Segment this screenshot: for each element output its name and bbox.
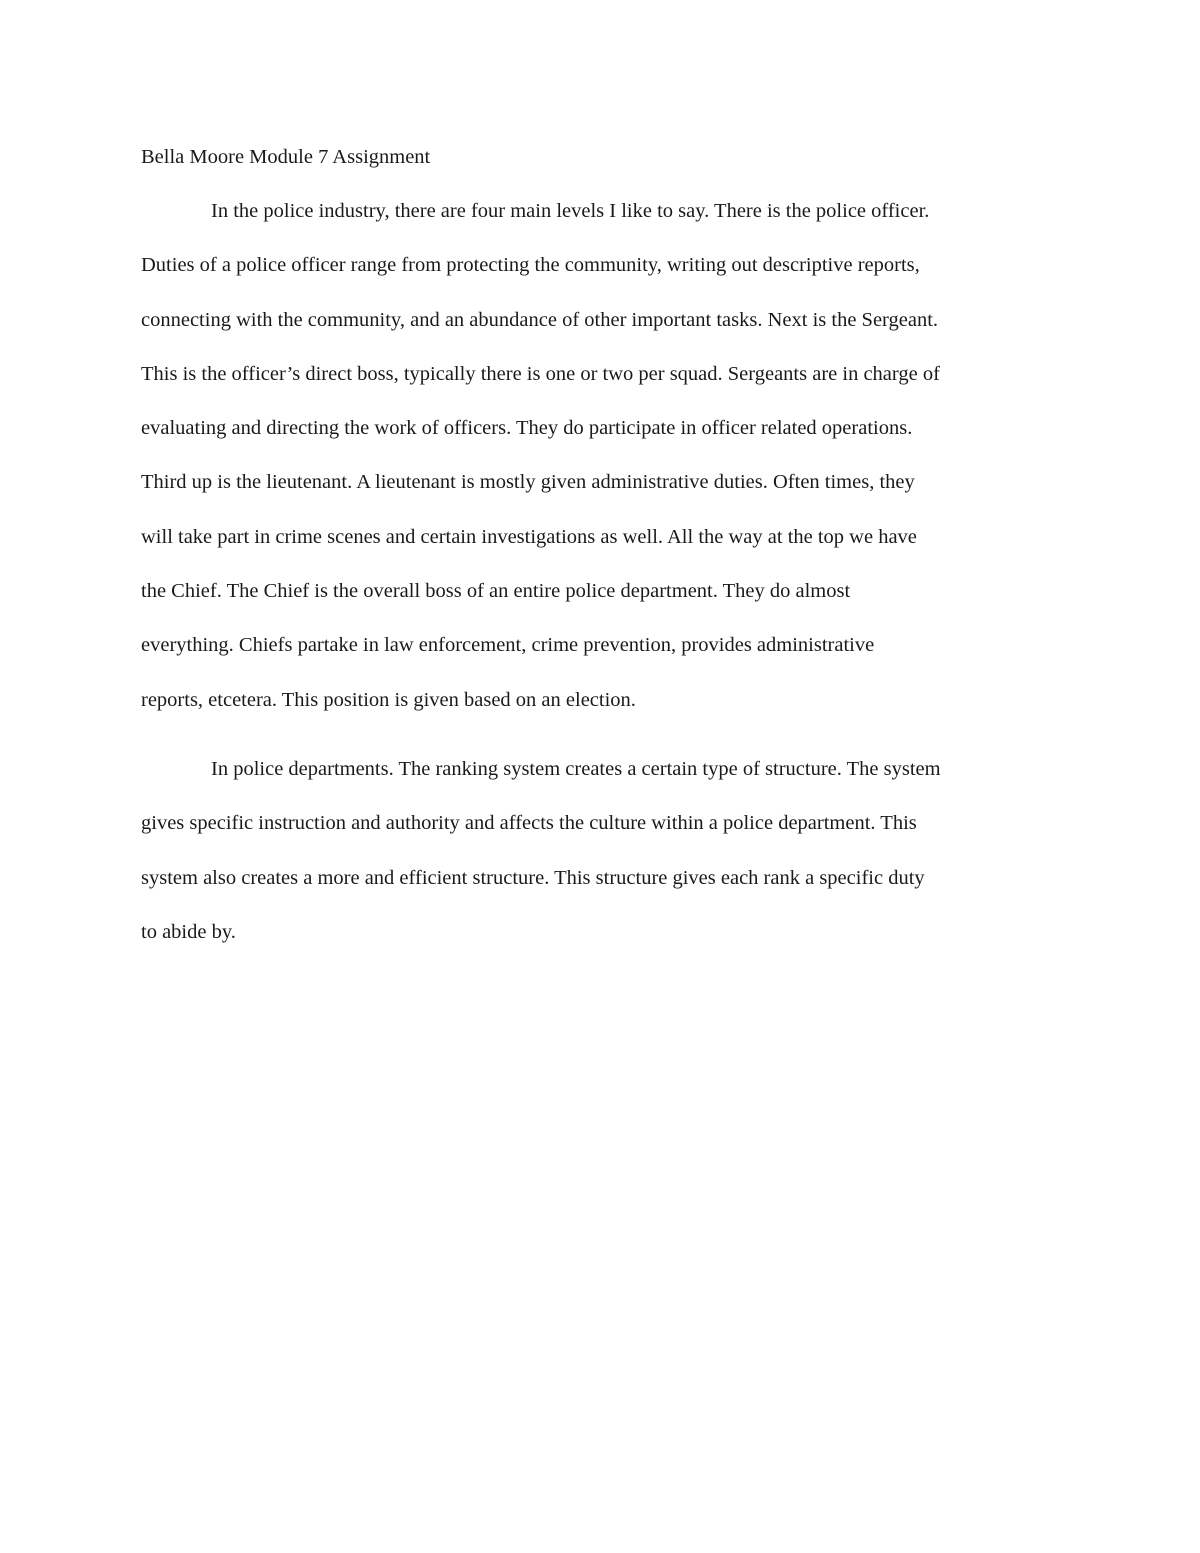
document-body: [141, 138, 1066, 959]
paragraph-1: [141, 184, 1066, 727]
text-line: will take part in crime scenes and certain investigations as well. All the way at the top we have: [141, 525, 917, 548]
text-line: Third up is the lieutenant. A lieutenant is mostly given administrative duties. Often times, they: [141, 471, 915, 494]
text-line: Duties of a police officer range from protecting the community, writing out descriptive reports,: [141, 254, 920, 277]
document-title: Bella Moore Module 7 Assignment: [141, 146, 431, 168]
text-line: everything. Chiefs partake in law enforcement, crime prevention, provides administrative: [141, 634, 875, 657]
text-line: reports, etcetera. This position is given based on an election.: [141, 688, 636, 711]
text-line: to abide by.: [141, 920, 236, 943]
text-line: connecting with the community, and an abundance of other important tasks. Next is the Sergeant.: [141, 308, 939, 331]
text-line: gives specific instruction and authority and affects the culture within a police department. This: [141, 812, 917, 835]
text-line: evaluating and directing the work of officers. They do participate in officer related operations.: [141, 417, 913, 440]
text-line: the Chief. The Chief is the overall boss of an entire police department. They do almost: [141, 580, 851, 603]
text-line: This is the officer’s direct boss, typically there is one or two per squad. Sergeants are in charge of: [141, 362, 940, 385]
text-line: In the police industry, there are four main levels I like to say. There is the police officer.: [211, 200, 930, 222]
text-line: In police departments. The ranking system creates a certain type of structure. The system: [211, 757, 941, 780]
paragraph-2: [141, 742, 1066, 959]
text-line: system also creates a more and efficient structure. This structure gives each rank a specific duty: [141, 866, 925, 889]
